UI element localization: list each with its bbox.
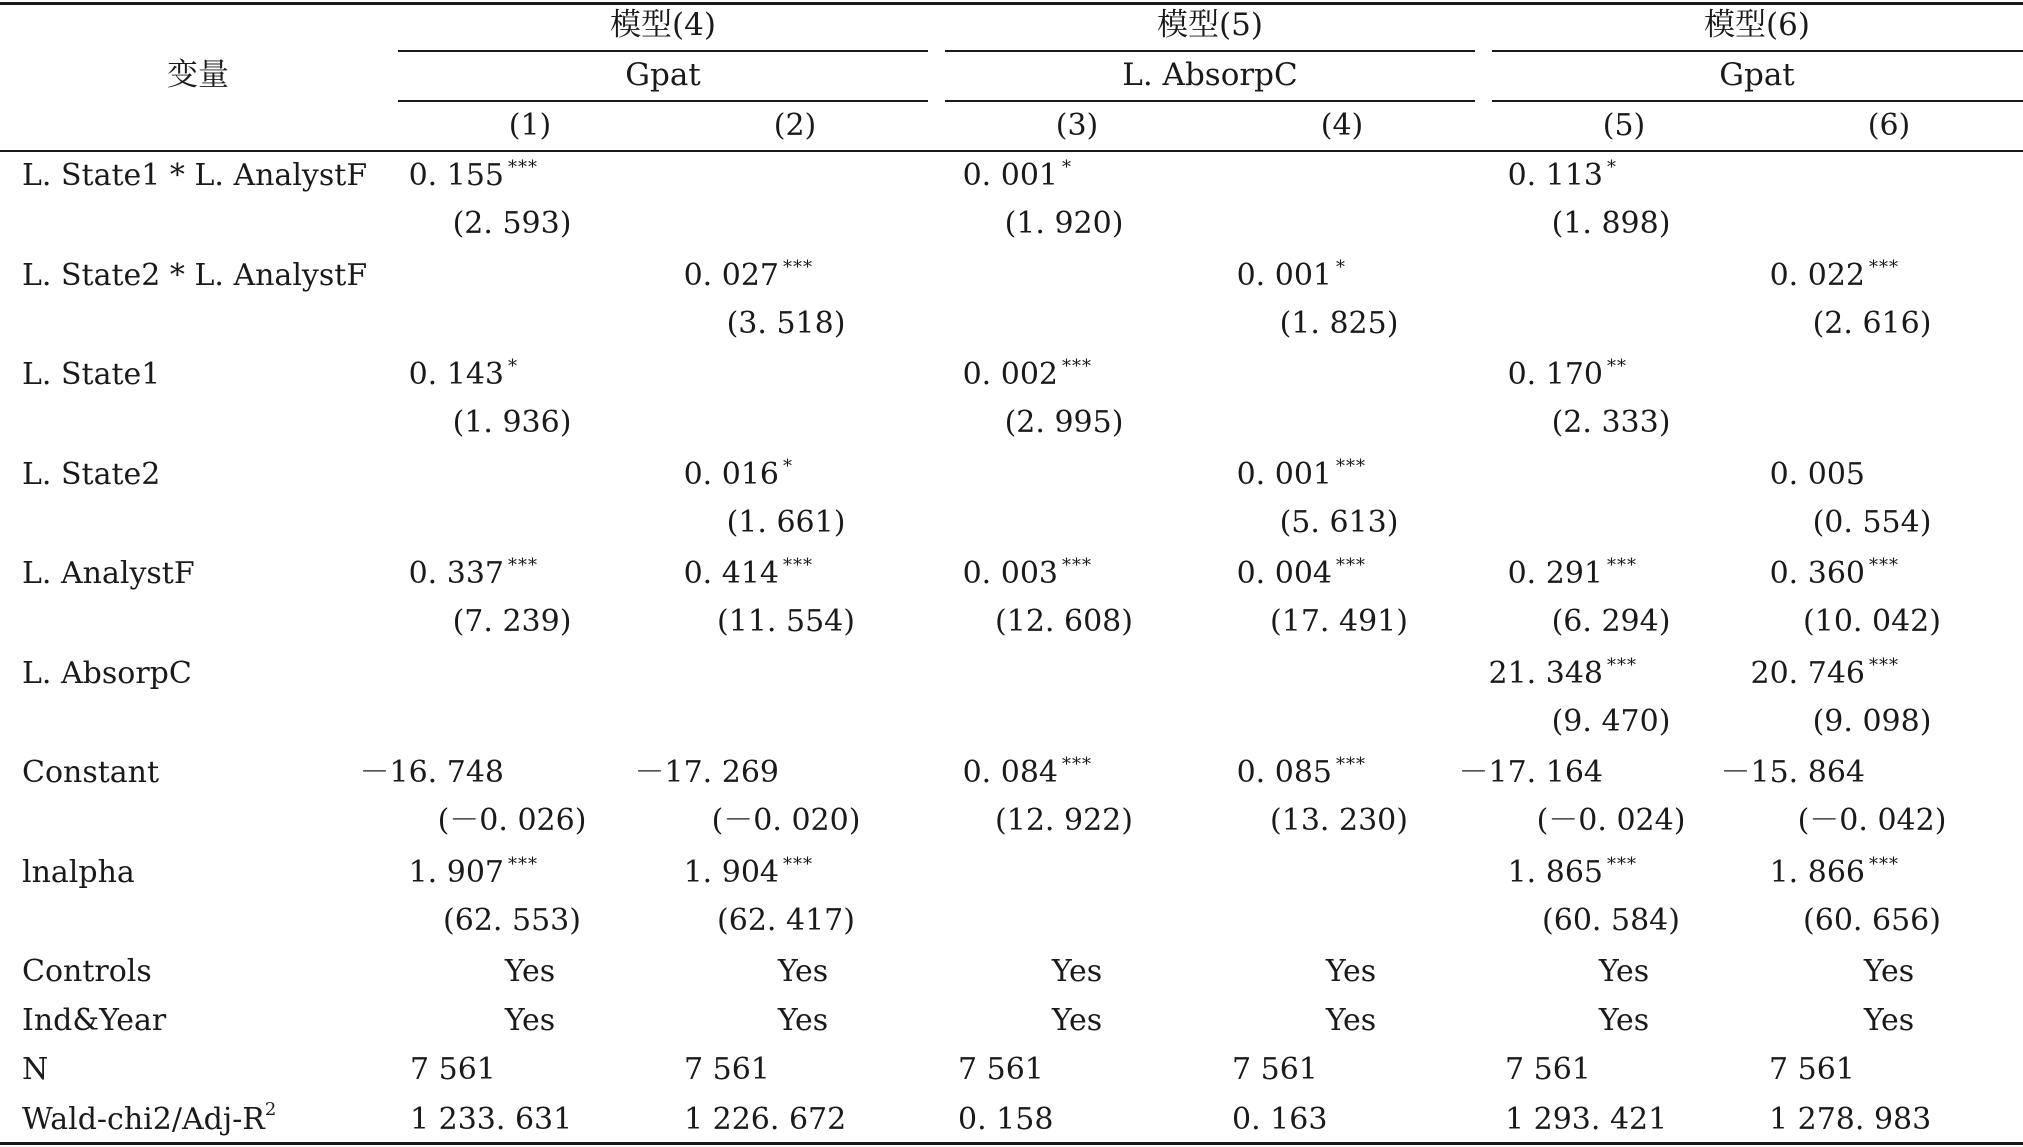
bottom-rule — [0, 1142, 2023, 1145]
coefficient-cell — [409, 158, 552, 194]
col-number: (3) — [1055, 108, 1099, 143]
coefficient-cell — [963, 357, 1106, 393]
coefficient-cell — [1237, 258, 1380, 294]
t-statistic: (－0. 042) — [1797, 803, 1947, 838]
t-statistic: (0. 554) — [1812, 504, 1932, 540]
t-statistic: (9. 098) — [1812, 703, 1932, 739]
model6-title: 模型(6) — [1704, 7, 1810, 43]
t-statistic: (7. 239) — [452, 604, 572, 639]
t-statistic: (13. 230) — [1270, 803, 1408, 838]
model4-rule — [398, 50, 928, 52]
significance-stars: * — [783, 455, 793, 477]
t-statistic: (1. 661) — [726, 504, 846, 540]
coefficient-value: 0. 360 — [1769, 556, 1865, 591]
coefficient-cell — [963, 158, 1106, 194]
coefficient-cell — [1237, 755, 1380, 791]
t-statistic: (17. 491) — [1270, 604, 1408, 639]
variable-header: 变量 — [167, 57, 229, 93]
t-statistic: (2. 995) — [1004, 405, 1124, 440]
top-rule — [0, 2, 2023, 5]
significance-stars: *** — [1869, 256, 1899, 278]
coefficient-value: 0. 003 — [962, 556, 1058, 591]
row-label: L. State2 — [22, 456, 161, 492]
coefficient-cell — [1770, 258, 1913, 294]
t-statistic: (5. 613) — [1279, 504, 1399, 540]
model5-rule — [945, 50, 1475, 52]
coefficient-value: 0. 005 — [1769, 456, 1865, 492]
significance-stars: *** — [783, 555, 813, 576]
footer-value: Yes — [1598, 954, 1650, 989]
coefficient-value: 0. 001 — [1236, 456, 1332, 492]
coefficient-value: 0. 016 — [683, 456, 779, 492]
significance-stars: *** — [508, 853, 538, 875]
t-statistic: (62. 553) — [443, 902, 581, 938]
t-statistic: (60. 656) — [1803, 902, 1941, 938]
coefficient-value: 1. 866 — [1769, 854, 1865, 890]
coefficient-cell — [1508, 855, 1651, 891]
coefficient-cell — [684, 556, 827, 592]
coefficient-value: 1. 865 — [1507, 854, 1603, 890]
row-label: Constant — [22, 755, 160, 790]
significance-stars: *** — [1869, 853, 1899, 875]
col-number: (4) — [1320, 108, 1364, 143]
coefficient-value: 0. 155 — [408, 158, 504, 193]
t-statistic: (62. 417) — [717, 902, 855, 938]
footer-value: Yes — [1325, 954, 1377, 989]
coefficient-value: 0. 414 — [683, 556, 779, 591]
coefficient-cell — [684, 258, 827, 294]
significance-stars: *** — [1336, 555, 1366, 576]
coefficient-value: 20. 746 — [1750, 655, 1865, 691]
coefficient-value: 0. 085 — [1236, 755, 1332, 790]
coefficient-value: －17. 269 — [634, 755, 779, 790]
footer-value: 7 561 — [410, 1052, 496, 1087]
coefficient-cell — [1458, 755, 1651, 791]
row-label: L. AnalystF — [22, 556, 195, 591]
footer-value: Yes — [1051, 954, 1103, 989]
footer-value: 7 561 — [1232, 1052, 1318, 1087]
t-statistic: (1. 825) — [1279, 305, 1399, 341]
footer-value: Yes — [777, 954, 829, 989]
footer-value: 7 561 — [958, 1052, 1044, 1087]
model6-rule — [1492, 50, 2023, 52]
significance-stars: * — [1062, 157, 1072, 178]
coefficient-value: 0. 143 — [408, 357, 504, 392]
coefficient-value: －17. 164 — [1458, 755, 1603, 790]
significance-stars: *** — [1062, 555, 1092, 576]
footer-value: 0. 163 — [1232, 1102, 1328, 1137]
coefficient-cell — [963, 556, 1106, 592]
t-statistic: (－0. 024) — [1536, 803, 1686, 838]
model5-title: 模型(5) — [1157, 7, 1263, 43]
significance-stars: *** — [508, 157, 538, 178]
significance-stars: *** — [1607, 853, 1637, 875]
coefficient-value: 0. 084 — [962, 755, 1058, 790]
footer-value: 1 278. 983 — [1769, 1102, 1932, 1137]
t-statistic: (2. 616) — [1812, 305, 1932, 341]
significance-stars: *** — [783, 256, 813, 278]
t-statistic: (3. 518) — [726, 305, 846, 341]
t-statistic: (11. 554) — [717, 604, 855, 639]
coefficient-cell — [1508, 357, 1651, 393]
significance-stars: *** — [1062, 754, 1092, 775]
coefficient-value: 1. 904 — [683, 854, 779, 890]
coefficient-value: 0. 170 — [1507, 357, 1603, 392]
model4-dependent: Gpat — [625, 57, 701, 93]
col-number: (6) — [1867, 108, 1911, 143]
significance-stars: * — [1607, 157, 1617, 178]
coefficient-cell — [1237, 457, 1380, 493]
coefficient-value: 0. 291 — [1507, 556, 1603, 591]
coefficient-cell — [1508, 556, 1651, 592]
col-number: (2) — [773, 108, 817, 143]
model5-dep-rule — [945, 100, 1475, 102]
t-statistic: (1. 936) — [452, 405, 572, 440]
significance-stars: *** — [1062, 356, 1092, 377]
significance-stars: *** — [1607, 654, 1637, 676]
coefficient-cell — [1488, 656, 1651, 692]
model4-dep-rule — [398, 100, 928, 102]
significance-stars: *** — [1869, 555, 1899, 576]
coefficient-cell — [1750, 656, 1913, 692]
coefficient-cell — [963, 755, 1106, 791]
row-label: L. State1 — [22, 357, 161, 392]
footer-value: 1 293. 421 — [1505, 1102, 1668, 1137]
t-statistic: (1. 898) — [1551, 206, 1671, 241]
header-bottom-rule — [0, 150, 2023, 152]
t-statistic: (－0. 020) — [711, 803, 861, 838]
row-label-indyear: Ind&Year — [22, 1003, 167, 1038]
coefficient-value: 21. 348 — [1488, 655, 1603, 691]
significance-stars: * — [508, 356, 518, 377]
coefficient-cell — [1770, 855, 1913, 891]
coefficient-value: 0. 022 — [1769, 257, 1865, 293]
t-statistic: (－0. 026) — [437, 803, 587, 838]
footer-value: Yes — [1863, 1003, 1915, 1038]
t-statistic: (10. 042) — [1803, 604, 1941, 639]
t-statistic: (6. 294) — [1551, 604, 1671, 639]
significance-stars: *** — [1869, 654, 1899, 676]
t-statistic: (60. 584) — [1542, 902, 1680, 938]
t-statistic: (9. 470) — [1551, 703, 1671, 739]
significance-stars: * — [1336, 256, 1346, 278]
coefficient-cell — [684, 855, 827, 891]
significance-stars: ** — [1607, 356, 1627, 377]
footer-value: 7 561 — [1505, 1052, 1591, 1087]
coefficient-value: 0. 001 — [962, 158, 1058, 193]
t-statistic: (2. 593) — [452, 206, 572, 241]
footer-value: 1 226. 672 — [684, 1102, 847, 1137]
coefficient-cell — [1720, 755, 1913, 791]
coefficient-value: －15. 864 — [1720, 755, 1865, 790]
footer-value: 0. 158 — [958, 1102, 1054, 1137]
footer-value: Yes — [777, 1003, 829, 1038]
coefficient-value: 0. 002 — [962, 357, 1058, 392]
coefficient-cell — [1508, 158, 1651, 194]
row-label: lnalpha — [22, 854, 135, 890]
model6-dep-rule — [1492, 100, 2023, 102]
footer-value: Yes — [504, 1003, 556, 1038]
row-label-wald: Wald-$chi2/Adj-R^2$ — [22, 1099, 277, 1137]
significance-stars: *** — [1336, 754, 1366, 775]
coefficient-cell — [1237, 556, 1380, 592]
model4-title: 模型(4) — [610, 7, 716, 43]
superscript: 2 — [264, 1099, 277, 1120]
footer-value: Yes — [1598, 1003, 1650, 1038]
t-statistic: (2. 333) — [1551, 405, 1671, 440]
row-label-controls: Controls — [22, 954, 152, 989]
coefficient-value: 0. 027 — [683, 257, 779, 293]
coefficient-value: 0. 113 — [1507, 158, 1603, 193]
coefficient-value: －16. 748 — [359, 755, 504, 790]
model5-dependent: L. AbsorpC — [1122, 57, 1298, 93]
significance-stars: *** — [1607, 555, 1637, 576]
footer-value: Yes — [1051, 1003, 1103, 1038]
t-statistic: (12. 608) — [995, 604, 1133, 639]
footer-value: Yes — [504, 954, 556, 989]
significance-stars: *** — [783, 853, 813, 875]
coefficient-cell — [634, 755, 827, 791]
significance-stars: *** — [508, 555, 538, 576]
footer-value: Yes — [1325, 1003, 1377, 1038]
coefficient-cell — [1770, 556, 1913, 592]
coefficient-cell — [359, 755, 552, 791]
coefficient-value: 0. 004 — [1236, 556, 1332, 591]
row-label-n: N — [22, 1052, 49, 1087]
significance-stars: *** — [1336, 455, 1366, 477]
coefficient-value: 0. 001 — [1236, 257, 1332, 293]
footer-value: 1 233. 631 — [410, 1102, 573, 1137]
coefficient-value: 1. 907 — [408, 854, 504, 890]
coefficient-cell — [409, 357, 552, 393]
row-label: L. State1 * L. AnalystF — [22, 158, 368, 193]
col-number: (5) — [1602, 108, 1646, 143]
model6-dependent: Gpat — [1719, 57, 1795, 93]
footer-value: 7 561 — [684, 1052, 770, 1087]
t-statistic: (12. 922) — [995, 803, 1133, 838]
t-statistic: (1. 920) — [1004, 206, 1124, 241]
footer-value: 7 561 — [1769, 1052, 1855, 1087]
coefficient-cell — [1770, 457, 1913, 493]
coefficient-value: 0. 337 — [408, 556, 504, 591]
row-label: L. State2 * L. AnalystF — [22, 257, 368, 293]
col-number: (1) — [508, 108, 552, 143]
coefficient-cell — [409, 556, 552, 592]
coefficient-cell — [409, 855, 552, 891]
row-label: L. AbsorpC — [22, 655, 192, 691]
footer-value: Yes — [1863, 954, 1915, 989]
coefficient-cell — [684, 457, 827, 493]
